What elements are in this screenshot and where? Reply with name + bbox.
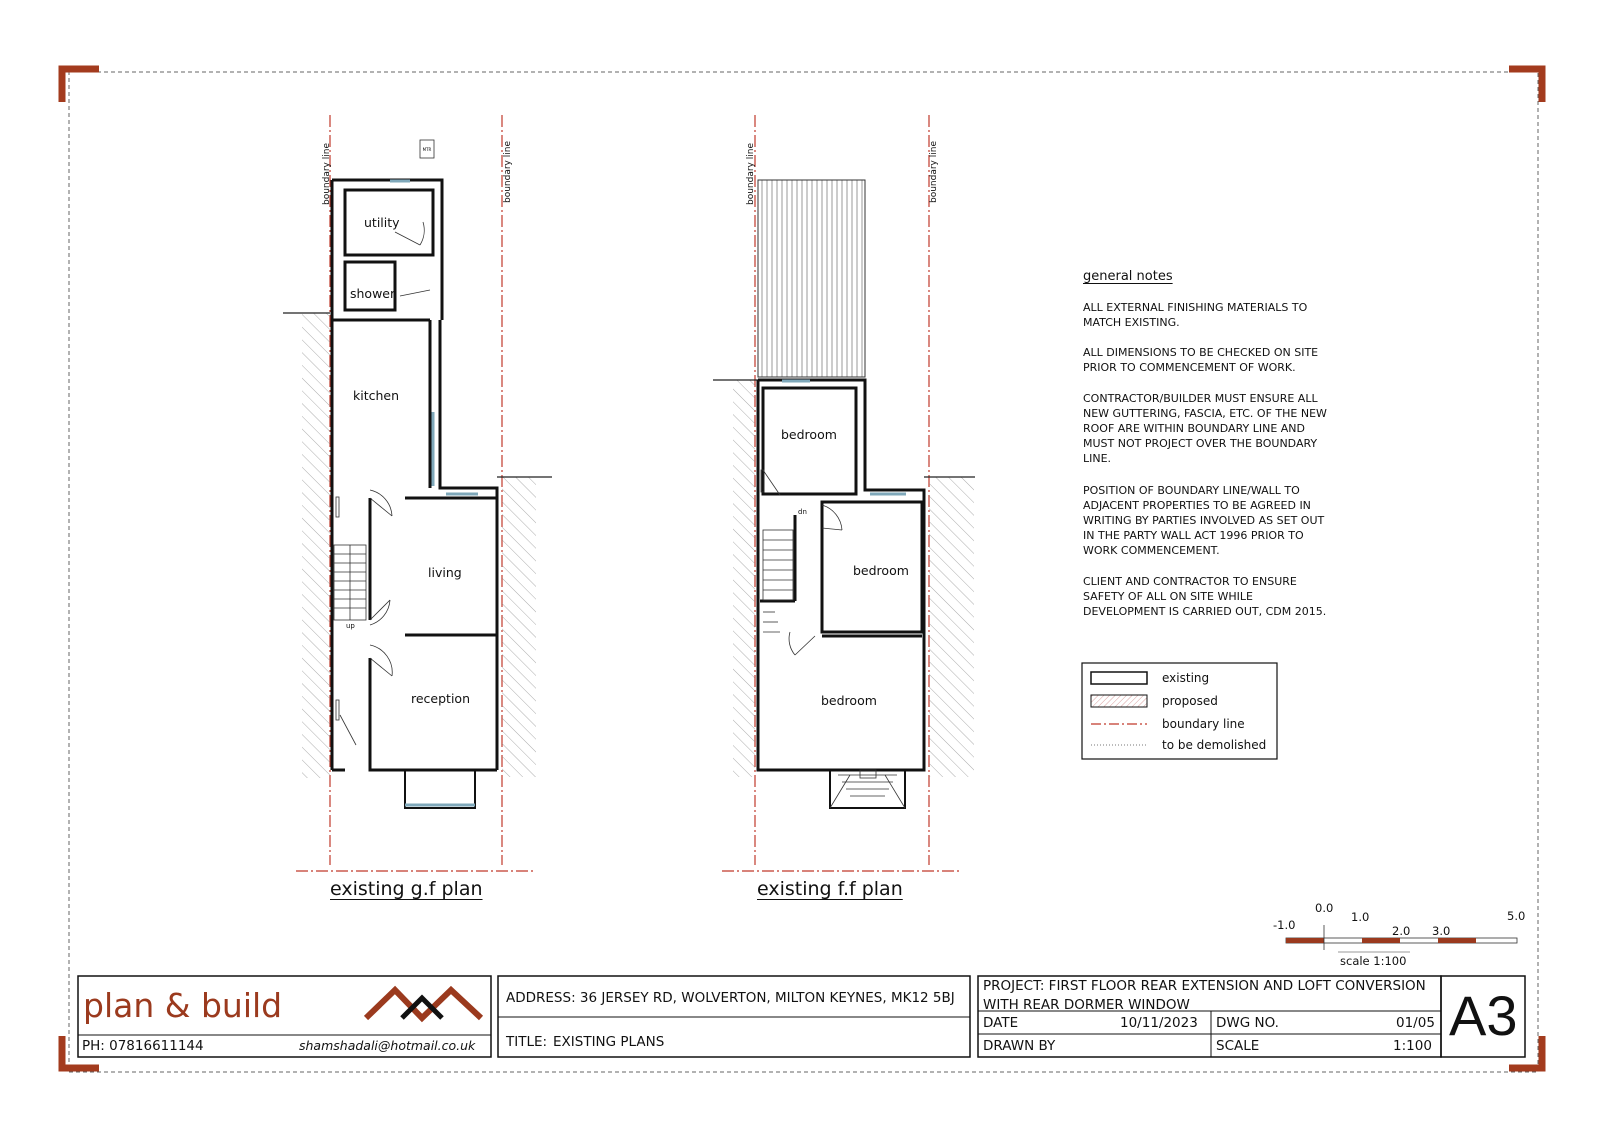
- scale-tick-1: 1.0: [1351, 910, 1370, 924]
- brand-logo: [366, 990, 481, 1018]
- brand-name: plan & build: [83, 986, 283, 1025]
- scale-tick-2: 2.0: [1392, 924, 1411, 938]
- ff-rear-roof: [758, 180, 865, 377]
- scale-tick-3: 3.0: [1432, 924, 1451, 938]
- gf-stairs: [334, 545, 366, 620]
- dwg-no-value: 01/05: [1396, 1015, 1435, 1031]
- date-label: DATE: [983, 1015, 1019, 1031]
- title-label: TITLE:: [506, 1034, 548, 1050]
- gf-room-reception: reception: [411, 691, 470, 706]
- gf-stair-label: up: [346, 622, 355, 630]
- scale-tick-neg1: -1.0: [1273, 918, 1296, 932]
- gf-boundary-label-left: boundary line: [322, 143, 332, 205]
- ff-bay-roof: [830, 770, 905, 808]
- general-note-4: POSITION OF BOUNDARY LINE/WALL TO ADJACENT PROPERTIES TO BE AGREED IN WRITING BY PARTIES INVOLVED AS SET OUT IN THE PARTY WALL ACT 1996 PRIOR TO WORK COMMENCEMENT.: [1083, 484, 1325, 557]
- ff-plan-title: existing f.f plan: [757, 878, 903, 900]
- first-floor-plan: [713, 115, 975, 871]
- ff-room-bedroom-rear: bedroom: [781, 427, 837, 442]
- ground-floor-plan: [283, 115, 552, 871]
- gf-plan-title: existing g.f plan: [330, 878, 483, 900]
- general-note-5: CLIENT AND CONTRACTOR TO ENSURE SAFETY OF ALL ON SITE WHILE DEVELOPMENT IS CARRIED OUT, CDM 2015.: [1083, 575, 1327, 618]
- ff-walls: [758, 380, 924, 808]
- scale-tick-5: 5.0: [1507, 909, 1526, 923]
- email-address: shamshadali@hotmail.co.uk: [299, 1038, 476, 1053]
- dwg-no-label: DWG NO.: [1216, 1015, 1279, 1031]
- address-text: ADDRESS: 36 JERSEY RD, WOLVERTON, MILTON KEYNES, MK12 5BJ: [506, 990, 955, 1006]
- title-value: EXISTING PLANS: [553, 1034, 665, 1050]
- general-note-2: ALL DIMENSIONS TO BE CHECKED ON SITE PRIOR TO COMMENCEMENT OF WORK.: [1083, 346, 1319, 374]
- ff-room-bedroom-front: bedroom: [821, 693, 877, 708]
- ff-boundary-label-right: boundary line: [929, 141, 939, 203]
- legend-proposed: proposed: [1162, 694, 1218, 708]
- ff-stairs: [763, 530, 793, 632]
- general-note-3: CONTRACTOR/BUILDER MUST ENSURE ALL NEW GUTTERING, FASCIA, ETC. OF THE NEW ROOF ARE WITHIN BOUNDARY LINE AND MUST NOT PROJECT OVER THE BOUNDARY LINE.: [1083, 392, 1327, 465]
- scale-field-value: 1:100: [1393, 1038, 1432, 1054]
- gf-room-shower: shower: [350, 286, 396, 301]
- general-notes-title: general notes: [1083, 269, 1173, 284]
- legend-to-be-demolished: to be demolished: [1162, 738, 1267, 752]
- gf-boundary-label-right: boundary line: [503, 141, 513, 203]
- ff-stair-label: dn: [798, 508, 807, 516]
- scale-field-label: SCALE: [1216, 1038, 1260, 1054]
- gf-room-living: living: [428, 565, 462, 580]
- gf-room-utility: utility: [364, 215, 400, 230]
- ff-neighbour-left: [733, 380, 755, 777]
- scale-tick-0: 0.0: [1315, 901, 1334, 915]
- legend-existing: existing: [1162, 671, 1210, 685]
- legend-boundary-line: boundary line: [1162, 717, 1245, 731]
- ff-doors: [761, 470, 842, 655]
- general-note-1: ALL EXTERNAL FINISHING MATERIALS TO MATCH EXISTING.: [1083, 301, 1308, 329]
- project-line-2: WITH REAR DORMER WINDOW: [983, 997, 1190, 1013]
- ff-neighbour-right: [929, 477, 974, 777]
- scale-label: scale 1:100: [1340, 954, 1407, 968]
- gf-neighbour-left: [302, 313, 330, 778]
- phone-number: PH: 07816611144: [82, 1038, 204, 1054]
- sheet-size: A3: [1449, 984, 1518, 1047]
- ff-room-bedroom-middle: bedroom: [853, 563, 909, 578]
- project-line-1: PROJECT: FIRST FLOOR REAR EXTENSION AND LOFT CONVERSION: [983, 978, 1426, 994]
- date-value: 10/11/2023: [1120, 1015, 1198, 1031]
- gf-windows: [390, 181, 478, 805]
- gf-neighbour-right: [502, 477, 536, 777]
- svg-text:MTR: MTR: [422, 147, 432, 152]
- drawn-by-label: DRAWN BY: [983, 1038, 1056, 1054]
- ff-boundary-label-left: boundary line: [746, 143, 756, 205]
- gf-room-kitchen: kitchen: [353, 388, 400, 403]
